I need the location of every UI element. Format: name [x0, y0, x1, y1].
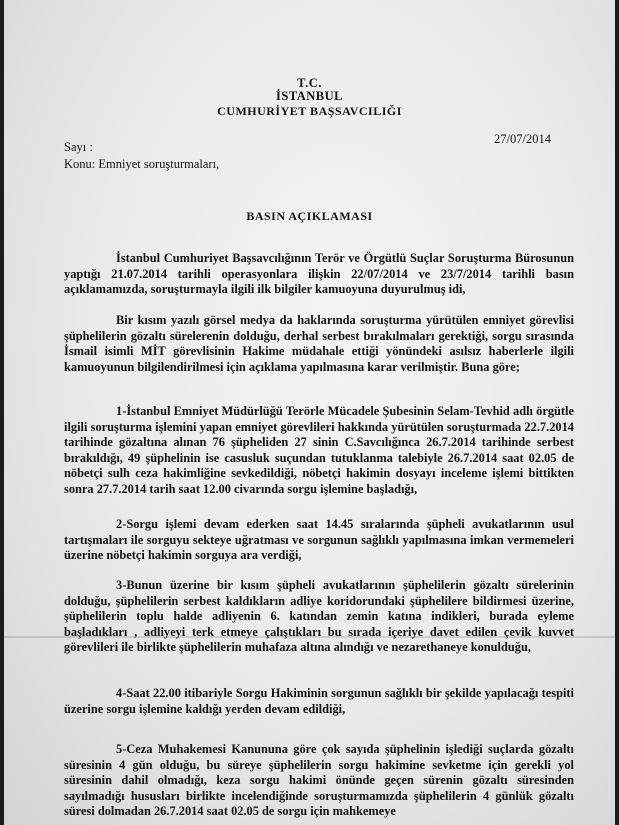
- document-title: BASIN AÇIKLAMASI: [246, 209, 373, 223]
- paragraph-item-1: 1-İstanbul Emniyet Müdürlüğü Terörle Mücadele Şubesinin Selam-Tevhid adlı örgütle ilgili soruşturma işlemini yapan emniyet görevlileri hakkında yürütülen soruşturmada 22.7.2014 tarihinde gözaltına alınan 76 şüpheliden 27 sinin C.Savcılığınca 26.7.2014 tarihinde serbest bırakıldığı, 49 şüphelinin ise casusluk suçundan tutuklanma talebiyle 26.7.2014 saat 02.05 de nöbetçi sulh ceza hakimliğine sevkedildiği, nöbetçi hakimin dosyayı inceleme işlemi bittikten sonra 27.7.2014 tarih saat 12.00 civarında sorgu işlemine başladığı,: [64, 404, 574, 496]
- paragraph-intro: İstanbul Cumhuriyet Başsavcılığının Terör ve Örgütlü Suçlar Soruşturma Bürosunun yaptığı 21.07.2014 tarihli operasyonlara ilişkin 22/07/2014 ve 23/7/2014 tarihli basın açıklamamızda, soruşturmayla ilgili ilk bilgiler kamuoyuna duyurulmuş idi,: [64, 251, 574, 297]
- document-date: 27/07/2014: [494, 132, 551, 146]
- header-city: İSTANBUL: [276, 89, 343, 103]
- paragraph-item-3: 3-Bunun üzerine bir kısım şüpheli avukatlarının şüphelilerin gözaltı sürelerinin dolduğu, şüphelilerin serbest kaldıkların adliye koridorundaki şüphelilere bildirmesi üzerine, şüphelilerin toplu halde adliyenin 6. katından zemin katına indikleri, burada eyleme başladıkları , adliyeyi terk etmeye çalıştıkları bu sırada içeriye davet edilen çevik kuvvet görevlileri ile birlikte şüphelilerin muhafaza altına alındığı ve nezarethaneye konulduğu,: [64, 578, 574, 655]
- paragraph-item-4: 4-Saat 22.00 itibariyle Sorgu Hakiminin sorgunun sağlıklı bir şekilde yapılacağı tespiti üzerine sorgu işlemine kaldığı yerden devam edildiği,: [64, 686, 574, 716]
- header-tc: T.C.: [297, 76, 322, 90]
- document-number-label: Sayı :: [64, 140, 93, 154]
- document-page: [4, 0, 615, 825]
- paragraph-item-5: 5-Ceza Muhakemesi Kanununa göre çok sayıda şüphelinin işlediği suçlarda gözaltı süresinin 4 gün olduğu, bu süreye şüphelilerin sorgu hakimine sevketme için gerekli yol süresinin dahil olmadığı, keza sorgu hakimi önünde geçen sürenin gözaltı süresinden sayılmadığı hususları birlikte incelendiğinde soruşturmamızda şüphelilerin 4 günlük gözaltı süresi dolmadan 26.7.2014 saat 02.05 de sorgu için mahkemeye: [64, 742, 574, 819]
- paragraph-item-2: 2-Sorgu işlemi devam ederken saat 14.45 sıralarında şüpheli avukatlarının usul tartışmaları ile sorguyu sekteye uğratması ve sorgunun sağlıklı yapılmasına imkan vermemeleri üzerine nöbetçi hakimin sorguya ara verdiği,: [64, 517, 574, 563]
- paragraph-context: Bir kısım yazılı görsel medya da haklarında soruşturma yürütülen emniyet görevlisi şüphelilerin gözaltı sürelerenin dolduğu, derhal serbest bırakılmaları gerektiği, sorgu sırasında İsmail isimli MİT görevlisinin Hakime müdahale ettiği yönündeki asılsız haberlerle ilgili kamuoyunun bilgilendirilmesi için açıklama yapılmasına karar verilmiştir. Buna göre;: [64, 313, 574, 374]
- header-office: CUMHURİYET BAŞSAVCILIĞI: [217, 104, 402, 118]
- document-subject: Konu: Emniyet soruşturmaları,: [64, 157, 220, 171]
